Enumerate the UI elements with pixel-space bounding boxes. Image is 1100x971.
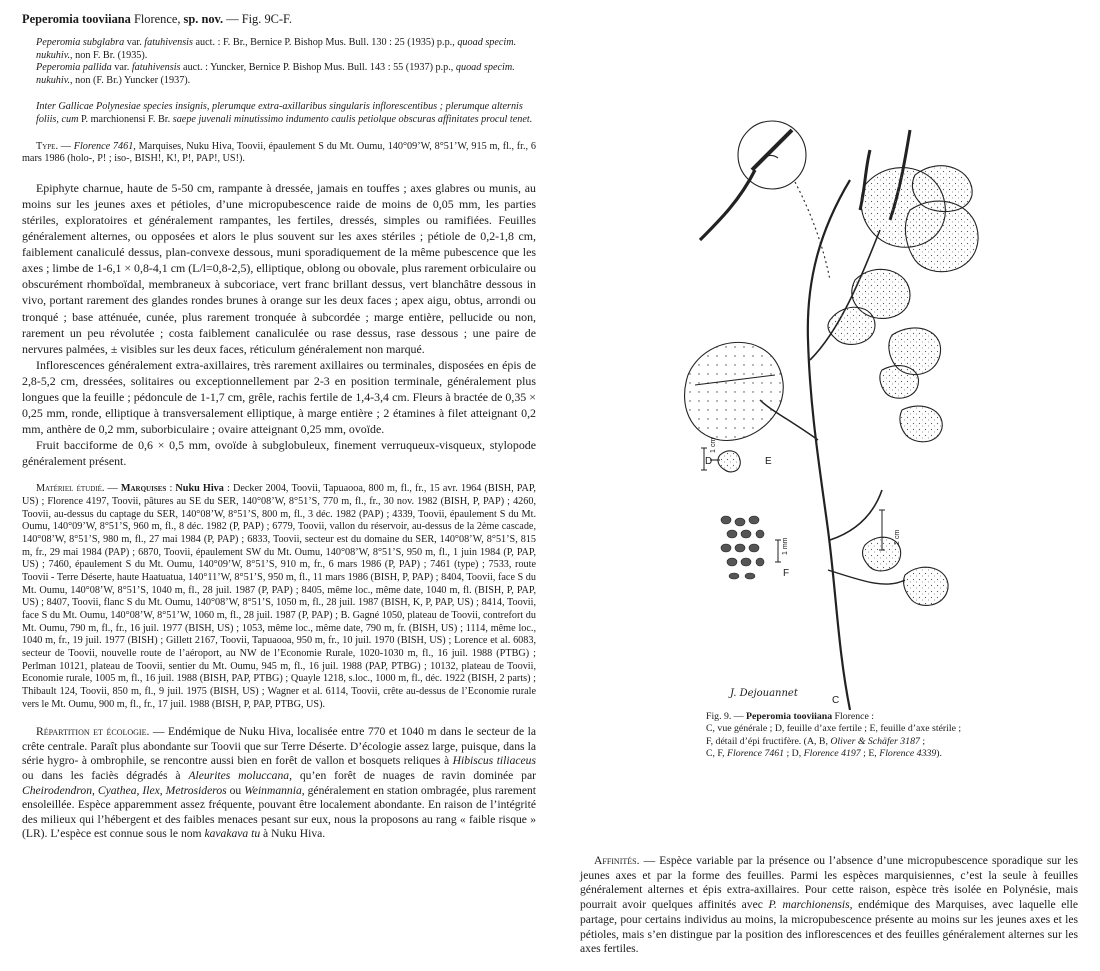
species-title: Peperomia tooviiana Florence, sp. nov. — Fig. 9C-F.: [22, 12, 293, 26]
description-paragraph: Fruit bacciforme de 0,6 × 0,5 mm, ovoïde à subglobuleux, finement verruqueux-visqueux, stylopode généralement présent.: [22, 438, 536, 469]
left-column: [22, 8, 536, 842]
scale-1cm: 1 cm: [710, 437, 717, 453]
illustrator-signature: J. Dejouannet: [730, 688, 798, 699]
synonym-1: Peperomia subglabra var. fatuhivensis auct. : F. Br., Bernice P. Bishop Mus. Bull. 130 : 25 (1935) p.p., quoad specim. nukuhiv., non F. Br. (1935).: [36, 37, 517, 61]
repartition-ecology: Répartition et écologie. — Endémique de Nuku Hiva, localisée entre 770 et 1040 m dans le secteur de la crête centrale. Paraît plus abondante sur Toovii que sur Terre Déserte. D’écologie assez large, puisque, dans la série hygro- à ombrophile, se rencontre aussi bien en forêt de vallon et bosquets reliques à Hibiscus tiliaceus ou dans les faciès dégradés à Aleurites moluccana, qu’en forêt de nuages de ravin dominée par Cheirodendron, Cyathea, Ilex, Metrosideros ou Weinmannia, généralement en station ombragée, plus rarement ensoleillée. Espèce apparemment assez fréquente, pouvant être localement abondante. En raison de l’intégrité des milieux qui l’hébergent et des faibles menaces pesant sur eux, nous la proposons au rang « faible risque » (LR). L’espèce est connue sous le nom kavakava tu à Nuku Hiva.: [22, 725, 537, 841]
botanical-illustration: [660, 110, 1080, 710]
synonym-2: Peperomia pallida var. fatuhivensis auct. : Yuncker, Bernice P. Bishop Mus. Bull. 143 : 55 (1937) p.p., quoad specim. nukuhiv., non (F. Br.) Yuncker (1937).: [36, 62, 515, 86]
affinities-paragraph: Affinités. — Espèce variable par la présence ou l’absence d’une micropubescence sporadique sur les jeunes axes et par la forme des feuilles. Parmi les espèces marquisiennes, c’est la seule à feuilles généralement alternes et épis extra-axillaires. Pour cette raison, espèce très isolée en Polynésie, mais pourrait avoir quelques affinités avec P. marchionensis, endémique des Marquises, avec laquelle elle partage, pour certains individus au moins, la micropubescence présente au moins sur les jeunes axes et les pétioles, mais s’en distingue par la position des inflorescences et des feuilles généralement alternes sur les axes fertiles.: [580, 854, 1078, 956]
figure-label-f: F: [783, 568, 790, 579]
right-column: [580, 840, 1078, 957]
description-paragraph: Inflorescences généralement extra-axillaires, très rarement axillaires ou terminales, disposées en épis de 2,8-5,2 cm, dressées, solitaires ou exceptionnellement par 2-3 en position terminale, généralement plus longues que la feuille ; pédoncule de 1-1,7 cm, grêle, rachis fertile de 1,4-3,4 cm. Fleurs à bractée de 0,35 × 0,25 mm, ronde, elliptique à transversalement elliptique, à marge entière ; 2 étamines à filet atteignant 0,2 mm, anthère de 0,2 mm, suborbiculaire ; ovaire atteignant 0,25 mm, ovoïde.: [22, 357, 536, 437]
figure-label-e: E: [765, 456, 772, 467]
type-specimen: Type. — Florence 7461, Marquises, Nuku Hiva, Toovii, épaulement S du Mt. Oumu, 140°09’W, 8°51’W, 915 m, fl., fr., 6 mars 1986 (holo-, P! ; iso-, BISH!, K!, P!, PAP!, US!).: [22, 140, 536, 165]
species-name: Peperomia tooviiana: [22, 12, 131, 26]
scale-1mm: 1 mm: [782, 537, 789, 555]
figure-label-c: C: [832, 695, 840, 706]
material-examined: Matériel étudié. — Marquises : Nuku Hiva : Decker 2004, Toovii, Tapuaooa, 800 m, fl., fr., 15 avr. 1964 (BISH, PAP, US) ; Florence 4197, Toovii, pâtures au SE du SER, 140°08’W, 8°51’S, 770 m, fl., fr., 30 nov. 1982 (BISH, P, PAP) ; 4260, Toovii, au-dessus du captage du SER, 140°08’W, 8°51’S, 800 m, fl., 3 déc. 1982 (PAP) ; 4339, Toovii, épaulement S du Mt. Oumu, 140°09’W, 8°51’S, 960 m, fl., 8 déc. 1982 (P, PAP) ; 6779, Toovii, vallon du réservoir, au-dessus de la 2ème cascade, 140°08’W, 8°51’S, 980 m, fl., 27 mai 1984 (P, PAP) ; 6833, Toovii, secteur est du domaine du SER, 140°08’W, 8°51’S, 815 m, fr., 29 mai 1984 (PAP) ; 6870, Toovii, épaulement SW du Mt. Oumu, 140°08’W, 8°51’S, 950 m, fl., 1 juin 1984 (P, PAP, US) ; 7460, épaulement S du Mt. Oumu, 140°09’W, 8°51’S, 910 m, fr., 6 mars 1986 (P, PAP) ; 7461 (type) ; 7533, route Toovii - Terre Déserte, haute Haatuatua, 140°11’W, 8°51’S, 950 m, fl., 11 mars 1986 (BISH, P, PAP) ; 8404, Toovii, face S du Mt. Oumu, 140°08’W, 8°51’S, 1040 m, fl., 28 juil. 1987 (P, PAP) ; 8405, même loc., même date, 1040 m, fl. (BISH, P, PAP, US) ; 8407, Toovii, flanc S du Mt. Oumu, 140°08’W, 8°51’S, 1050 m, fl., 28 juil. 1987 (BISH, K, P, PAP, US) ; 8414, Toovii, face S du Mt. Oumu, 140°08’W, 8°51’W, 1060 m, fl., 28 juil. 1987 (P, PAP) ; B. Gagné 1050, plateau de Toovii, contrefort du Mt. Oumu, 790 m, fl., fr., 16 juil. 1977 (BISH, US) ; 1053, même loc., même date, 790 m, fr. (BISH, US) ; 1114, même loc., 1040 m, fr., 19 juil. 1977 (BISH) ; Gillett 2167, Toovii, Tapuaooa, 950 m, fr., 10 juil. 1970 (BISH, US) ; Lorence et al. 6083, secteur de Toovii, nouvelle route de l’aéroport, au NW de l’Economie Rurale, 1020-1030 m, fl., 16 juil. 1988 (PTBG) ; Perlman 10121, plateau de Toovii, sentier du Mt. Oumu, 945 m, fl., 16 juil. 1988 (PAP, PTBG) ; 10132, plateau de Toovii, Economie rurale, 1005 m, fl., 16 juil. 1988 (BISH, PAP, PTBG) ; Quayle 1218, s.loc., 1000 m, fl., déc. 1922 (BISH, 2 parts) ; Thibault 124, Toovii, 850 m, fl., 9 juil. 1975 (BISH, US) ; Wagner et al. 6114, Toovii, crête au-dessus de l’Economie rurale vers le Mt. Oumu, 900 m, fl., fr., 17 juil. 1988 (BISH, P, PAP, PTBG, US).: [22, 483, 536, 710]
scale-2cm: 2 cm: [894, 529, 901, 545]
figure-caption: Fig. 9. — Peperomia tooviiana Florence : C, vue générale ; D, feuille d’axe fertile ; E, feuille d’axe stérile ; F, détail d’épi fructifère. (A, B, Oliver & Schäfer 3187 ; C, F, Florence 7461 ; D, Florence 4197 ; E, Florence 4339).: [706, 711, 962, 760]
latin-diagnosis: Inter Gallicae Polynesiae species insignis, plerumque extra-axillaribus singularis inflorescentibus ; plerumque alternis foliis, cum P. marchionensi F. Br. saepe juvenali minutissimo indumento caulis petiolque obscuras affinitates procul tenet.: [36, 101, 533, 125]
figure-label-d: D: [705, 456, 713, 467]
description-paragraph: Epiphyte charnue, haute de 5-50 cm, rampante à dressée, jamais en touffes ; axes glabres ou munis, au moins sur les jeunes axes et pétioles, d’une micropubescence raide de moins de 0,05 mm, les parties stériles, exploratoires et généralement rampantes, les fertiles, dressés, simples ou ramifiées. Feuilles généralement alternes, ou opposées et alors le plus souvent sur les axes stériles ; pétiole de 0,2-1,8 cm, faiblement canaliculé dessus, plan-convexe dessous, muni sporadiquement de la même pubescence que les axes ; limbe de 1-6,1 × 0,8-4,1 cm (L/l=0,8-2,5), elliptique, oblong ou obovale, plus rarement orbiculaire ou obscurément rhomboïdal, membraneux à subcoriace, vert franc brillant dessus, vert blanchâtre dessous in vivo, portant rarement des glandes rondes brunes à orange sur les deux faces ; apex aigu, obtus, arrondi ou tronqué ; base atténuée, cunée, plus rarement tronquée à subcordée ; marge entière, pellucide ou non, rarement un peu révolutée ; costa faiblement canaliculée ou rase dessus, rase dessous ; une paire de nervures palmées, ± visibles sur les deux faces, réticulum généralement non marqué.: [22, 180, 537, 356]
